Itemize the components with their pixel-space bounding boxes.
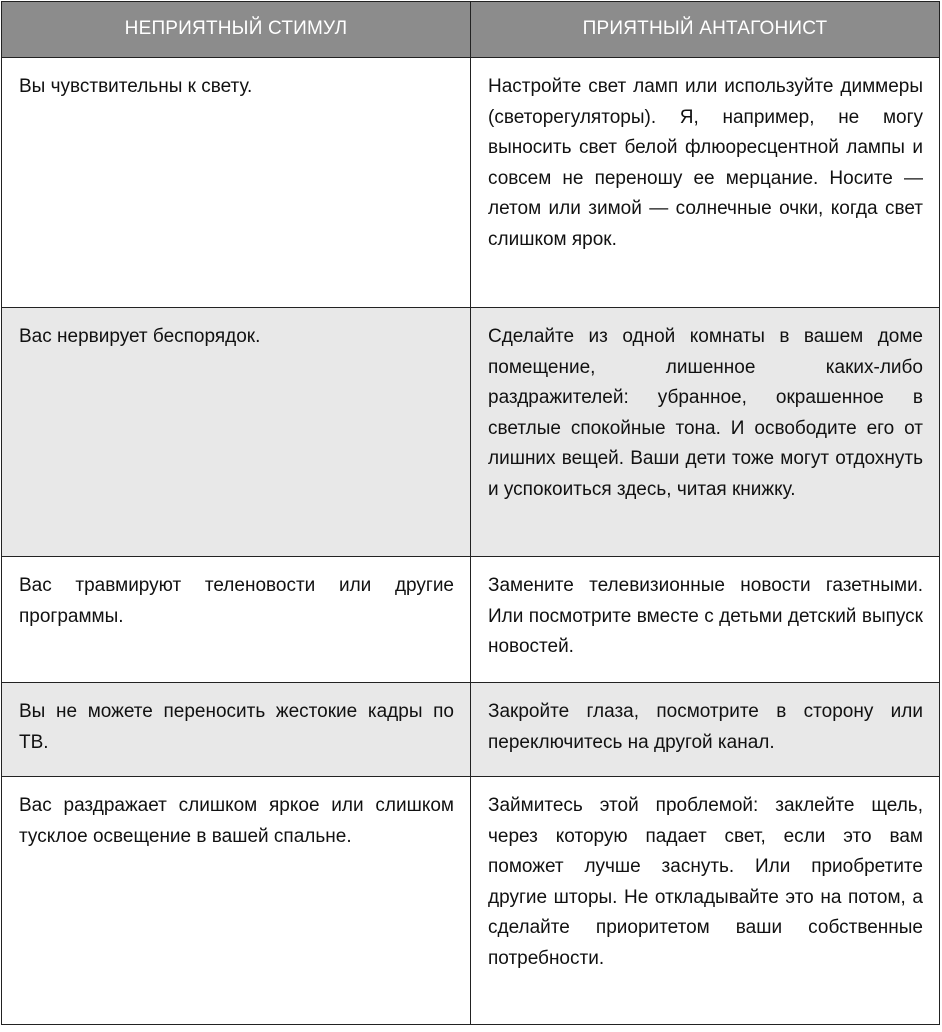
stimulus-cell: [2, 683, 471, 777]
stimulus-text: Вы не можете переносить жестокие кадры по ТВ.: [19, 701, 454, 753]
header-unpleasant-stimulus: НЕПРИЯТНЫЙ СТИМУЛ: [2, 2, 471, 58]
stimulus-text: Вы чувствительны к свету.: [19, 76, 253, 97]
antagonist-text: Займитесь этой проблемой: заклейте щель, через которую падает свет, если это вам поможет лучше заснуть. Или приобретите другие шторы. Не откладывайте это на потом, а сделайте приоритетом ваши собственные потребности.: [488, 795, 923, 969]
antagonist-cell: [471, 777, 940, 1025]
stimulus-cell: [2, 58, 471, 308]
antagonist-text: Закройте глаза, посмотрите в сторону или переключитесь на другой канал.: [488, 701, 923, 753]
header-row: [2, 2, 940, 58]
stimulus-text: Вас травмируют теленовости или другие программы.: [19, 575, 454, 627]
antagonist-text: Настройте свет ламп или используйте диммеры (светорегуляторы). Я, например, не могу выносить свет белой флюоресцентной лампы и совсем не переношу ее мерцание. Носите — летом или зимой — солнечные очки, когда свет слишком ярок.: [488, 76, 923, 250]
antagonist-cell: [471, 58, 940, 308]
stimulus-text: Вас нервирует беспорядок.: [19, 326, 261, 347]
table-row: [2, 777, 940, 1025]
antagonist-text: Замените телевизионные новости газетными. Или посмотрите вместе с детьми детский выпуск новостей.: [488, 575, 923, 657]
stimulus-cell: [2, 308, 471, 557]
stimulus-table: [1, 1, 940, 1025]
table-row: [2, 308, 940, 557]
antagonist-text: Сделайте из одной комнаты в вашем доме помещение, лишенное каких-либо раздражителей: убранное, окрашенное в светлые спокойные тона. И освободите его от лишних вещей. Ваши дети тоже могут отдохнуть и успокоиться здесь, читая книжку.: [488, 326, 923, 500]
antagonist-cell: [471, 683, 940, 777]
table-row: [2, 557, 940, 683]
table-row: [2, 683, 940, 777]
stimulus-cell: [2, 557, 471, 683]
header-pleasant-antagonist: ПРИЯТНЫЙ АНТАГОНИСТ: [471, 2, 940, 58]
table-row: [2, 58, 940, 308]
antagonist-cell: [471, 557, 940, 683]
stimulus-text: Вас раздражает слишком яркое или слишком тусклое освещение в вашей спальне.: [19, 795, 454, 847]
stimulus-cell: [2, 777, 471, 1025]
antagonist-cell: [471, 308, 940, 557]
